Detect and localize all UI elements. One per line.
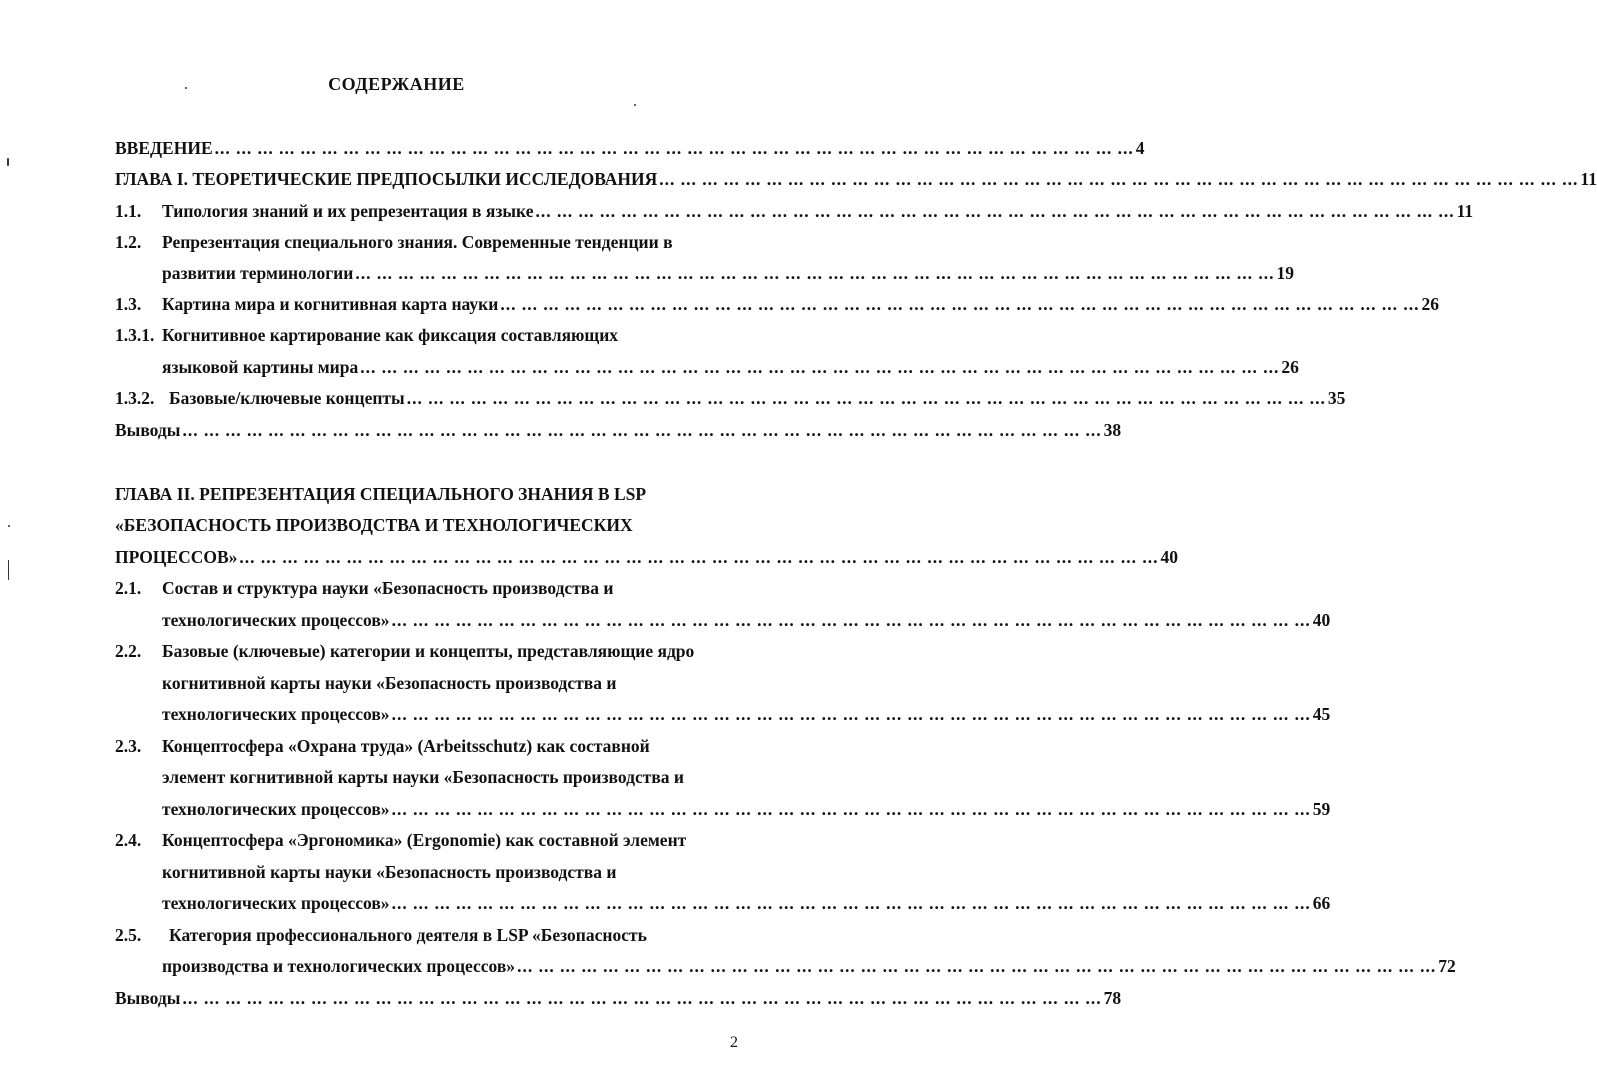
toc-entry-chapter-2-cont2 xyxy=(115,545,1179,569)
toc-entry-2-2-cont xyxy=(115,671,740,695)
entry-page: 40 xyxy=(1312,610,1331,630)
toc-entry-2-4 xyxy=(115,828,740,852)
toc-entry-1-3 xyxy=(115,292,1439,316)
entry-text: языковой картины мира xyxy=(162,357,359,377)
entry-page: 11 xyxy=(1456,201,1474,221)
toc-entry-2-3-cont xyxy=(115,765,740,789)
toc-entry-2-3-cont2 xyxy=(115,797,1331,821)
toc-entry-chapter-2-cont xyxy=(115,513,740,537)
toc-entry-conclusions-1 xyxy=(115,418,1122,442)
toc-entry-2-2-cont2 xyxy=(115,702,1331,726)
toc-entry-2-3 xyxy=(115,734,740,758)
entry-page: 45 xyxy=(1312,704,1331,724)
toc-entry-1-2-cont xyxy=(115,261,1294,285)
entry-text: Концептосфера «Эргономика» (Ergonomie) как составной элемент xyxy=(162,830,687,850)
entry-number: 2.2. xyxy=(115,641,142,661)
entry-text: развитии терминологии xyxy=(162,263,354,283)
entry-number: 1.3.2. xyxy=(115,388,155,408)
entry-text: ГЛАВА I. ТЕОРЕТИЧЕСКИЕ ПРЕДПОСЫЛКИ ИССЛЕДОВАНИЯ xyxy=(115,169,658,189)
toc-entry-2-1-cont xyxy=(115,608,1331,632)
toc-entry-chapter-2 xyxy=(115,482,740,506)
entry-page: 35 xyxy=(1327,388,1346,408)
entry-number: 1.3.1. xyxy=(115,325,155,345)
toc-entry-chapter-1 xyxy=(115,167,1597,191)
entry-text: ВВЕДЕНИЕ xyxy=(115,138,213,158)
toc-entry-2-1 xyxy=(115,576,740,600)
entry-page: 78 xyxy=(1103,988,1122,1008)
leader-dots xyxy=(215,136,1134,160)
leader-dots xyxy=(500,292,1419,316)
entry-text: технологических процессов» xyxy=(162,704,390,724)
entry-text: Когнитивное картирование как фиксация составляющих xyxy=(162,325,619,345)
entry-text: Выводы xyxy=(115,988,181,1008)
leader-dots xyxy=(392,891,1311,915)
toc-title: СОДЕРЖАНИЕ xyxy=(328,74,465,94)
leader-dots xyxy=(355,261,1274,285)
scan-speck xyxy=(185,87,187,89)
toc-entry-2-5-cont xyxy=(115,954,1456,978)
entry-page: 4 xyxy=(1135,138,1145,158)
entry-text: Концептосфера «Охрана труда» (Arbeitsschutz) как составной xyxy=(162,736,650,756)
entry-text: ПРОЦЕССОВ» xyxy=(115,547,238,567)
scan-speck xyxy=(7,158,9,166)
leader-dots xyxy=(182,986,1101,1010)
entry-number: 2.3. xyxy=(115,736,142,756)
entry-text: технологических процессов» xyxy=(162,610,390,630)
leader-dots xyxy=(407,386,1326,410)
toc-entry-1-2 xyxy=(115,230,740,254)
leader-dots xyxy=(392,702,1311,726)
entry-page: 11 xyxy=(1580,169,1597,189)
leader-dots xyxy=(517,954,1436,978)
toc-entry-2-5 xyxy=(115,923,740,947)
entry-number: 2.5. xyxy=(115,925,142,945)
entry-page: 66 xyxy=(1312,893,1331,913)
entry-number: 1.3. xyxy=(115,294,142,314)
toc-entry-2-4-cont2 xyxy=(115,891,1331,915)
entry-page: 72 xyxy=(1438,956,1456,976)
entry-text: «БЕЗОПАСНОСТЬ ПРОИЗВОДСТВА И ТЕХНОЛОГИЧЕСКИХ xyxy=(115,515,633,535)
leader-dots xyxy=(535,199,1454,223)
entry-number: 1.1. xyxy=(115,201,142,221)
entry-text: Репрезентация специального знания. Современные тенденции в xyxy=(162,232,673,252)
entry-text: Типология знаний и их репрезентация в языке xyxy=(162,201,534,221)
entry-text: технологических процессов» xyxy=(162,893,390,913)
entry-text: Базовые/ключевые концепты xyxy=(169,388,405,408)
leader-dots xyxy=(659,167,1578,191)
entry-text: элемент когнитивной карты науки «Безопасность производства и xyxy=(162,767,684,787)
leader-dots xyxy=(392,797,1311,821)
toc-entry-1-3-1 xyxy=(115,323,740,347)
leader-dots xyxy=(239,545,1158,569)
toc-entry-2-4-cont xyxy=(115,860,740,884)
entry-page: 40 xyxy=(1160,547,1179,567)
entry-number: 1.2. xyxy=(115,232,142,252)
entry-text: Картина мира и когнитивная карта науки xyxy=(162,294,499,314)
toc-entry-1-3-1-cont xyxy=(115,355,1299,379)
scan-speck xyxy=(8,525,10,527)
leader-dots xyxy=(360,355,1279,379)
toc-entry-conclusions-2 xyxy=(115,986,1122,1010)
entry-text: Базовые (ключевые) категории и концепты, представляющие ядро xyxy=(162,641,695,661)
toc-entry-1-1 xyxy=(115,199,1474,223)
page-number: 2 xyxy=(730,1034,738,1051)
entry-text: ГЛАВА II. РЕПРЕЗЕНТАЦИЯ СПЕЦИАЛЬНОГО ЗНАНИЯ В LSP xyxy=(115,484,647,504)
entry-page: 19 xyxy=(1276,263,1294,283)
toc-entry-1-3-2 xyxy=(115,386,1346,410)
scan-speck xyxy=(634,104,636,106)
entry-number: 2.1. xyxy=(115,578,142,598)
entry-text: Категория профессионального деятеля в LSP «Безопасность xyxy=(169,925,647,945)
toc-entry-introduction xyxy=(115,136,1145,160)
leader-dots xyxy=(182,418,1101,442)
entry-text: когнитивной карты науки «Безопасность производства и xyxy=(162,673,617,693)
entry-text: Выводы xyxy=(115,420,181,440)
entry-text: технологических процессов» xyxy=(162,799,390,819)
toc-entry-2-2 xyxy=(115,639,740,663)
entry-page: 26 xyxy=(1421,294,1439,314)
entry-text: производства и технологических процессов» xyxy=(162,956,516,976)
leader-dots xyxy=(392,608,1311,632)
entry-page: 26 xyxy=(1281,357,1299,377)
entry-number: 2.4. xyxy=(115,830,142,850)
entry-text: когнитивной карты науки «Безопасность производства и xyxy=(162,862,617,882)
scan-speck xyxy=(8,560,9,580)
entry-page: 59 xyxy=(1312,799,1331,819)
entry-page: 38 xyxy=(1103,420,1122,440)
entry-text: Состав и структура науки «Безопасность производства и xyxy=(162,578,614,598)
